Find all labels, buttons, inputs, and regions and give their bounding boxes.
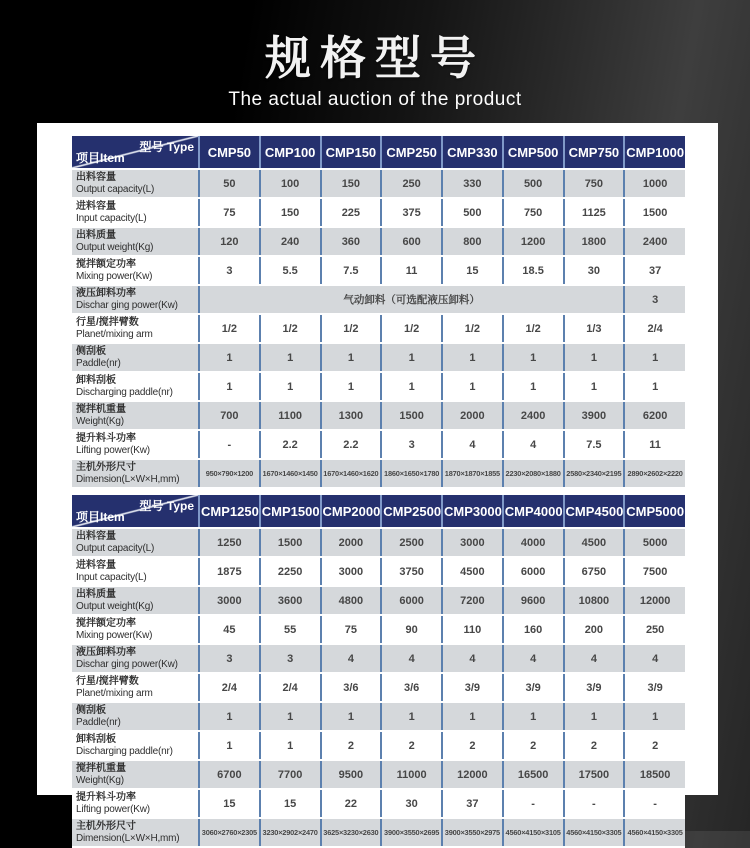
row-label (72, 169, 199, 198)
table-row (72, 673, 685, 702)
model-header: CMP4500 (564, 495, 625, 528)
value-cell: 1 (199, 731, 260, 760)
value-cell: 6750 (564, 557, 625, 586)
row-label-en: Discharging paddle(nr) (76, 387, 173, 398)
corner-cell (72, 495, 199, 528)
value-cell: 4 (321, 644, 382, 673)
row-label-zh: 行星/搅拌臂数 (76, 676, 139, 687)
value-cell: 30 (564, 256, 625, 285)
type-label: 型号 Type (139, 499, 194, 513)
value-cell: 1 (260, 702, 321, 731)
value-cell: 30 (381, 789, 442, 818)
row-label-zh: 出料容量 (76, 531, 116, 542)
row-label-en: Dimension(L×W×H,mm) (76, 474, 180, 485)
model-header: CMP2000 (321, 495, 382, 528)
value-cell: 15 (442, 256, 503, 285)
row-label-zh: 主机外形尺寸 (76, 821, 136, 832)
value-cell: 4 (442, 430, 503, 459)
value-cell: 1670×1460×1450 (260, 459, 321, 488)
row-label (72, 644, 199, 673)
value-cell: 150 (321, 169, 382, 198)
value-cell: 3 (260, 644, 321, 673)
row-label (72, 528, 199, 557)
value-cell: 4 (624, 644, 685, 673)
value-cell: 4 (381, 644, 442, 673)
row-label-zh: 出料质量 (76, 230, 116, 241)
value-cell: 2400 (624, 227, 685, 256)
value-cell: 3/9 (564, 673, 625, 702)
row-label-zh: 进料容量 (76, 201, 116, 212)
value-cell: 4560×4150×3105 (503, 818, 564, 847)
value-cell: 1100 (260, 401, 321, 430)
value-cell: 1870×1870×1855 (442, 459, 503, 488)
row-label-en: Mixing power(Kw) (76, 271, 153, 282)
table-row (72, 818, 685, 847)
value-cell: 3/6 (321, 673, 382, 702)
value-cell: 18.5 (503, 256, 564, 285)
row-label (72, 459, 199, 488)
row-label-en: Mixing power(Kw) (76, 630, 153, 641)
row-label-en: Lifting power(Kw) (76, 445, 150, 456)
value-cell: 90 (381, 615, 442, 644)
row-label (72, 557, 199, 586)
row-label (72, 256, 199, 285)
model-header: CMP100 (260, 136, 321, 169)
value-cell: 2000 (321, 528, 382, 557)
value-cell: 240 (260, 227, 321, 256)
value-cell: 12000 (624, 586, 685, 615)
row-label-zh: 卸料刮板 (76, 734, 116, 745)
value-cell: - (503, 789, 564, 818)
value-cell: 1 (503, 343, 564, 372)
value-cell: 4800 (321, 586, 382, 615)
hero-header (0, 0, 750, 111)
value-cell: 1/2 (442, 314, 503, 343)
value-cell: 17500 (564, 760, 625, 789)
value-cell: 7200 (442, 586, 503, 615)
value-cell: 6700 (199, 760, 260, 789)
value-cell: 1 (624, 702, 685, 731)
row-label (72, 401, 199, 430)
value-cell: 1670×1460×1620 (321, 459, 382, 488)
row-label-zh: 出料容量 (76, 172, 116, 183)
row-label-en: Paddle(nr) (76, 358, 121, 369)
value-cell: 22 (321, 789, 382, 818)
value-cell: 2 (381, 731, 442, 760)
table-row (72, 343, 685, 372)
value-cell: 375 (381, 198, 442, 227)
value-cell: 3 (199, 256, 260, 285)
row-label (72, 586, 199, 615)
value-cell: 2 (564, 731, 625, 760)
row-label (72, 314, 199, 343)
value-cell: 3/9 (442, 673, 503, 702)
value-cell: 1 (442, 702, 503, 731)
value-cell: 1125 (564, 198, 625, 227)
value-cell: 2 (624, 731, 685, 760)
row-label-en: Dischar ging power(Kw) (76, 659, 178, 670)
value-cell: 1500 (381, 401, 442, 430)
value-cell: 37 (442, 789, 503, 818)
row-label-en: Output weight(Kg) (76, 601, 154, 612)
value-cell: 1 (260, 731, 321, 760)
page-title: 规格型号 (265, 32, 485, 84)
value-cell: 500 (503, 169, 564, 198)
value-cell: 37 (624, 256, 685, 285)
value-cell: 3600 (260, 586, 321, 615)
table-row (72, 789, 685, 818)
value-cell: 1/2 (381, 314, 442, 343)
table-row (72, 459, 685, 488)
row-label (72, 673, 199, 702)
value-cell: 1/3 (564, 314, 625, 343)
value-cell: 2230×2080×1880 (503, 459, 564, 488)
value-cell: 700 (199, 401, 260, 430)
row-label-en: Dischar ging power(Kw) (76, 300, 178, 311)
header-row (72, 136, 685, 169)
value-cell: 11 (624, 430, 685, 459)
row-label (72, 343, 199, 372)
value-cell: 600 (381, 227, 442, 256)
table-row (72, 198, 685, 227)
row-label (72, 198, 199, 227)
row-label (72, 760, 199, 789)
value-cell: 3 (199, 644, 260, 673)
table-row (72, 528, 685, 557)
value-cell: 225 (321, 198, 382, 227)
value-cell: 3230×2902×2470 (260, 818, 321, 847)
row-label-en: Discharging paddle(nr) (76, 746, 173, 757)
table-row (72, 314, 685, 343)
value-cell: 1 (564, 702, 625, 731)
value-cell: - (199, 430, 260, 459)
value-cell: 3 (381, 430, 442, 459)
row-label-en: Output weight(Kg) (76, 242, 154, 253)
model-header: CMP1250 (199, 495, 260, 528)
value-cell: 4500 (442, 557, 503, 586)
value-cell: 1 (199, 702, 260, 731)
value-cell: 2890×2602×2220 (624, 459, 685, 488)
model-header: CMP500 (503, 136, 564, 169)
value-cell: 2400 (503, 401, 564, 430)
value-cell: 2.2 (321, 430, 382, 459)
value-cell: 1 (321, 343, 382, 372)
value-cell: 5000 (624, 528, 685, 557)
row-label-zh: 行星/搅拌臂数 (76, 317, 139, 328)
row-label-zh: 液压卸料功率 (76, 647, 136, 658)
value-cell: 1000 (624, 169, 685, 198)
value-cell: 2.2 (260, 430, 321, 459)
row-label (72, 285, 199, 314)
value-cell: 9600 (503, 586, 564, 615)
item-label: 项目Item (76, 510, 125, 524)
row-label-zh: 提升料斗功率 (76, 433, 136, 444)
spec-panel (37, 123, 718, 844)
table-row (72, 760, 685, 789)
value-cell: 1 (199, 372, 260, 401)
row-label-en: Weight(Kg) (76, 775, 124, 786)
row-label-zh: 进料容量 (76, 560, 116, 571)
table-row (72, 285, 685, 314)
value-cell: 2/4 (624, 314, 685, 343)
value-cell: 1 (381, 372, 442, 401)
value-cell: 3060×2760×2305 (199, 818, 260, 847)
value-cell: 330 (442, 169, 503, 198)
value-cell: 1875 (199, 557, 260, 586)
row-label (72, 372, 199, 401)
value-cell: 150 (260, 198, 321, 227)
value-cell: 1300 (321, 401, 382, 430)
value-cell: 1 (624, 372, 685, 401)
value-cell: 3/6 (381, 673, 442, 702)
model-header: CMP1000 (624, 136, 685, 169)
value-cell: 2 (321, 731, 382, 760)
row-label-zh: 搅拌机重量 (76, 404, 126, 415)
value-cell: 100 (260, 169, 321, 198)
model-header: CMP250 (381, 136, 442, 169)
value-cell: 3/9 (503, 673, 564, 702)
row-label-en: Output capacity(L) (76, 543, 155, 554)
value-cell: 4560×4150×3305 (564, 818, 625, 847)
value-cell: 360 (321, 227, 382, 256)
value-cell: 3900×3550×2975 (442, 818, 503, 847)
value-cell: 1800 (564, 227, 625, 256)
value-cell: 2500 (381, 528, 442, 557)
value-cell: 7.5 (564, 430, 625, 459)
value-cell: 1/2 (503, 314, 564, 343)
value-cell: 1 (381, 702, 442, 731)
value-cell: 3900×3550×2695 (381, 818, 442, 847)
model-header: CMP50 (199, 136, 260, 169)
value-cell: 7700 (260, 760, 321, 789)
value-cell: - (564, 789, 625, 818)
value-cell: 2 (503, 731, 564, 760)
value-cell: 1500 (624, 198, 685, 227)
value-cell: 250 (624, 615, 685, 644)
value-cell: 5.5 (260, 256, 321, 285)
row-label-en: Weight(Kg) (76, 416, 124, 427)
row-label-zh: 搅拌额定功率 (76, 618, 136, 629)
value-cell: 1250 (199, 528, 260, 557)
value-cell: 800 (442, 227, 503, 256)
row-label-en: Input capacity(L) (76, 213, 147, 224)
value-cell: 1860×1650×1780 (381, 459, 442, 488)
value-cell: 950×790×1200 (199, 459, 260, 488)
table-row (72, 227, 685, 256)
value-cell: 1 (199, 343, 260, 372)
value-cell: 15 (199, 789, 260, 818)
row-label-zh: 出料质量 (76, 589, 116, 600)
value-cell: 110 (442, 615, 503, 644)
model-header: CMP150 (321, 136, 382, 169)
value-cell: 15 (260, 789, 321, 818)
row-label-zh: 侧刮板 (76, 705, 106, 716)
value-cell: 1/2 (260, 314, 321, 343)
value-cell: 7.5 (321, 256, 382, 285)
value-cell: - (624, 789, 685, 818)
table-row (72, 615, 685, 644)
value-cell: 6000 (381, 586, 442, 615)
row-label-zh: 搅拌机重量 (76, 763, 126, 774)
row-label (72, 615, 199, 644)
value-cell: 2/4 (260, 673, 321, 702)
value-cell: 2 (442, 731, 503, 760)
merged-note-cell: 气动卸料（可选配液压卸料） (199, 285, 624, 314)
value-cell: 500 (442, 198, 503, 227)
value-cell: 1 (321, 702, 382, 731)
model-header: CMP330 (442, 136, 503, 169)
row-label (72, 227, 199, 256)
row-label (72, 430, 199, 459)
value-cell: 4 (503, 430, 564, 459)
value-cell: 160 (503, 615, 564, 644)
value-cell: 2/4 (199, 673, 260, 702)
value-cell: 3 (624, 285, 685, 314)
model-header: CMP4000 (503, 495, 564, 528)
row-label (72, 818, 199, 847)
row-label-en: Input capacity(L) (76, 572, 147, 583)
value-cell: 1 (260, 343, 321, 372)
value-cell: 1 (503, 702, 564, 731)
value-cell: 3000 (321, 557, 382, 586)
value-cell: 7500 (624, 557, 685, 586)
value-cell: 1 (321, 372, 382, 401)
model-header: CMP5000 (624, 495, 685, 528)
value-cell: 1 (442, 343, 503, 372)
table-row (72, 169, 685, 198)
value-cell: 75 (199, 198, 260, 227)
row-label-zh: 提升料斗功率 (76, 792, 136, 803)
value-cell: 50 (199, 169, 260, 198)
row-label-en: Planet/mixing arm (76, 688, 153, 699)
value-cell: 750 (564, 169, 625, 198)
type-label: 型号 Type (139, 140, 194, 154)
value-cell: 1 (503, 372, 564, 401)
table-row (72, 586, 685, 615)
value-cell: 16500 (503, 760, 564, 789)
value-cell: 3750 (381, 557, 442, 586)
row-label-zh: 侧刮板 (76, 346, 106, 357)
value-cell: 1 (564, 343, 625, 372)
value-cell: 1200 (503, 227, 564, 256)
value-cell: 3000 (199, 586, 260, 615)
value-cell: 250 (381, 169, 442, 198)
header-row (72, 495, 685, 528)
value-cell: 4500 (564, 528, 625, 557)
row-label-zh: 搅拌额定功率 (76, 259, 136, 270)
page-subtitle: The actual auction of the product (228, 88, 522, 110)
spec-table-1 (72, 136, 685, 489)
value-cell: 4000 (503, 528, 564, 557)
value-cell: 1 (381, 343, 442, 372)
row-label-en: Dimension(L×W×H,mm) (76, 833, 180, 844)
value-cell: 12000 (442, 760, 503, 789)
row-label (72, 702, 199, 731)
value-cell: 1/2 (321, 314, 382, 343)
value-cell: 1 (260, 372, 321, 401)
model-header: CMP3000 (442, 495, 503, 528)
value-cell: 6000 (503, 557, 564, 586)
table-row (72, 644, 685, 673)
spec-table-2 (72, 495, 685, 848)
value-cell: 750 (503, 198, 564, 227)
model-header: CMP1500 (260, 495, 321, 528)
row-label-zh: 卸料刮板 (76, 375, 116, 386)
value-cell: 9500 (321, 760, 382, 789)
value-cell: 4 (503, 644, 564, 673)
table-row (72, 256, 685, 285)
value-cell: 3/9 (624, 673, 685, 702)
table-row (72, 401, 685, 430)
table-row (72, 557, 685, 586)
row-label-zh: 主机外形尺寸 (76, 462, 136, 473)
value-cell: 75 (321, 615, 382, 644)
row-label-en: Paddle(nr) (76, 717, 121, 728)
tables-container (72, 136, 718, 848)
value-cell: 2000 (442, 401, 503, 430)
value-cell: 2580×2340×2195 (564, 459, 625, 488)
value-cell: 3625×3230×2630 (321, 818, 382, 847)
row-label (72, 731, 199, 760)
table-row (72, 430, 685, 459)
value-cell: 3000 (442, 528, 503, 557)
value-cell: 45 (199, 615, 260, 644)
value-cell: 4 (564, 644, 625, 673)
value-cell: 1/2 (199, 314, 260, 343)
value-cell: 18500 (624, 760, 685, 789)
row-label-zh: 液压卸料功率 (76, 288, 136, 299)
value-cell: 120 (199, 227, 260, 256)
value-cell: 2250 (260, 557, 321, 586)
value-cell: 1 (624, 343, 685, 372)
table-row (72, 702, 685, 731)
row-label-en: Planet/mixing arm (76, 329, 153, 340)
value-cell: 4560×4150×3305 (624, 818, 685, 847)
value-cell: 11000 (381, 760, 442, 789)
value-cell: 6200 (624, 401, 685, 430)
table-row (72, 372, 685, 401)
value-cell: 4 (442, 644, 503, 673)
item-label: 项目Item (76, 151, 125, 165)
value-cell: 1 (442, 372, 503, 401)
model-header: CMP750 (564, 136, 625, 169)
value-cell: 10800 (564, 586, 625, 615)
row-label (72, 789, 199, 818)
corner-cell (72, 136, 199, 169)
value-cell: 3900 (564, 401, 625, 430)
value-cell: 1500 (260, 528, 321, 557)
value-cell: 200 (564, 615, 625, 644)
table-row (72, 731, 685, 760)
value-cell: 55 (260, 615, 321, 644)
model-header: CMP2500 (381, 495, 442, 528)
row-label-en: Lifting power(Kw) (76, 804, 150, 815)
row-label-en: Output capacity(L) (76, 184, 155, 195)
value-cell: 1 (564, 372, 625, 401)
value-cell: 11 (381, 256, 442, 285)
